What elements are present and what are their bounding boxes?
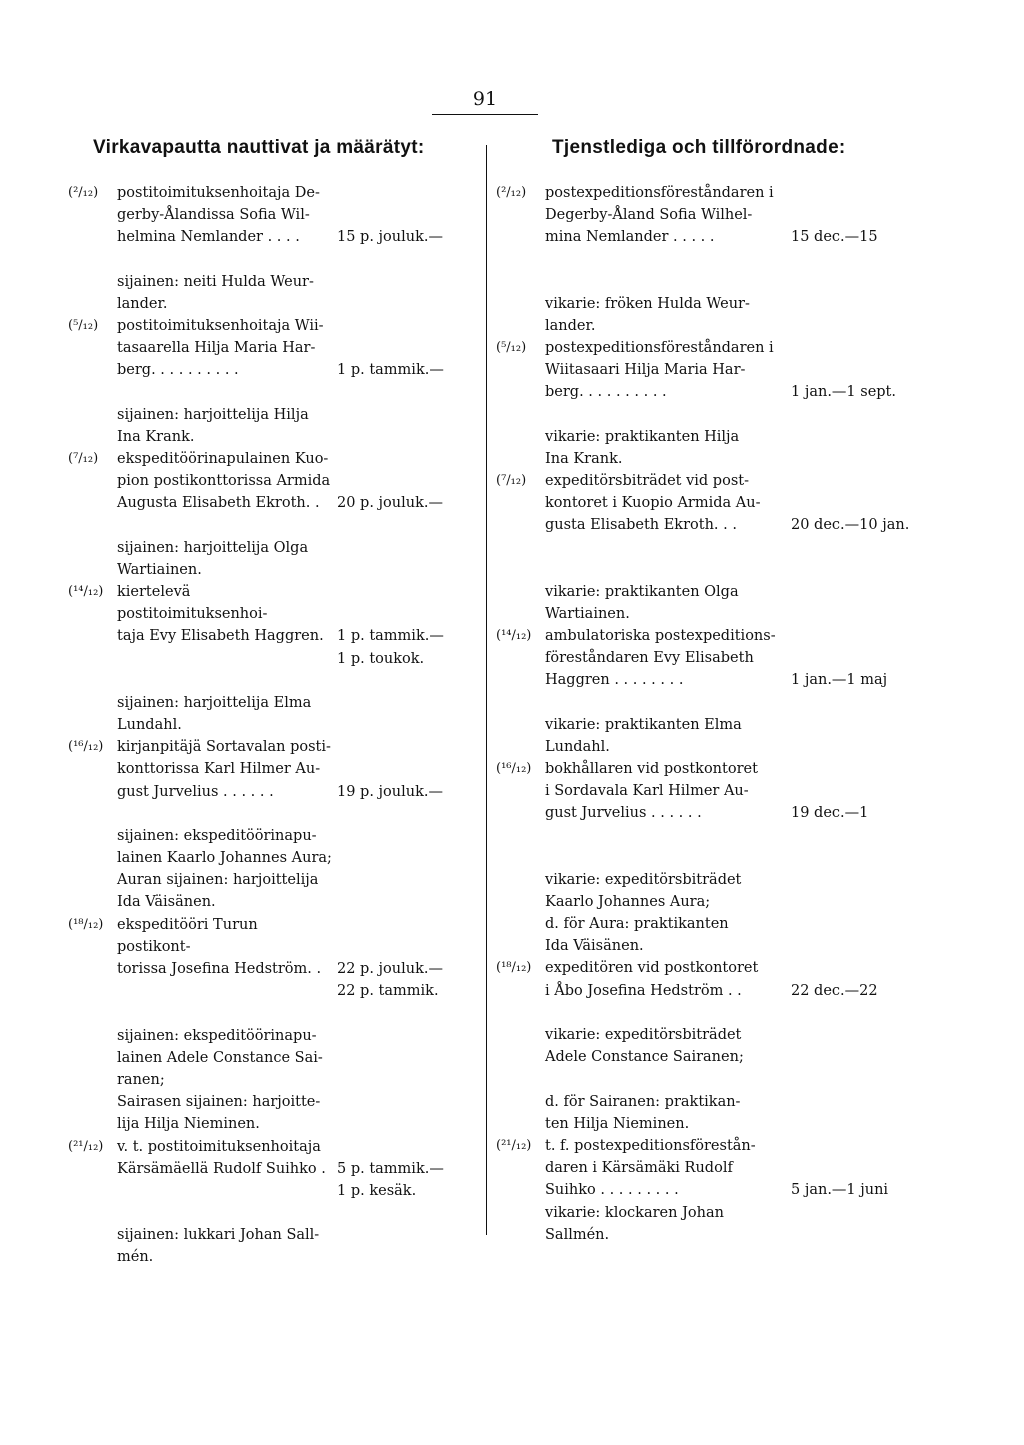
- entry-period: [335, 337, 457, 359]
- entry-text-line: [117, 1180, 335, 1202]
- entry-date-mark: (¹⁸/₁₂): [68, 916, 104, 932]
- spacer: [68, 1003, 478, 1025]
- spacer: [496, 404, 916, 426]
- right-column-heading: Tjenstlediga och tillförordnade:: [552, 137, 846, 158]
- entry-period: [335, 448, 457, 470]
- entry-period: [789, 182, 915, 204]
- substitute-line: d. för Aura: praktikanten: [545, 916, 729, 933]
- entry-period: [335, 1136, 457, 1158]
- entry-text-line: ekspeditööri Turun postikont-: [117, 916, 258, 955]
- swedish-entry: [496, 758, 916, 957]
- entry-date-mark: [496, 980, 545, 1002]
- entry-date-mark: [496, 780, 545, 802]
- entry-date-mark: (²/₁₂): [68, 185, 99, 200]
- page-number-rule: [432, 114, 538, 115]
- entry-text-line: Kärsämäellä Rudolf Suihko .: [117, 1160, 326, 1177]
- entry-date-mark: (¹⁸/₁₂): [496, 960, 532, 976]
- entry-date-mark: (⁷/₁₂): [68, 451, 99, 467]
- swedish-entry: [496, 957, 916, 1134]
- entry-text-line: [117, 980, 335, 1002]
- substitute-line: sijainen: ekspeditöörinapu-: [117, 1027, 317, 1044]
- substitute-line: vikarie: praktikanten Elma: [545, 716, 742, 733]
- swedish-entry: [496, 337, 916, 470]
- entry-date-mark: (¹⁶/₁₂): [496, 761, 532, 777]
- swedish-entry: [496, 470, 916, 625]
- spacer: [68, 382, 478, 404]
- substitute-line: mén.: [117, 1249, 154, 1266]
- entry-date-mark: [68, 980, 117, 1002]
- entry-date-mark: [68, 226, 117, 248]
- substitute-line: [545, 1068, 789, 1090]
- entry-text-line: Degerby-Åland Sofia Wilhel-: [545, 207, 753, 224]
- entry-text-line: Haggren . . . . . . . .: [545, 672, 684, 689]
- entry-text-line: t. f. postexpeditionsförestån-: [545, 1137, 756, 1154]
- substitute-line: Ina Krank.: [117, 428, 195, 445]
- substitute-line: Wartiainen.: [117, 561, 202, 578]
- entry-text-line: ekspeditöörinapulainen Kuo-: [117, 451, 329, 468]
- entry-period: [335, 914, 457, 958]
- left-column-heading: Virkavapautta nauttivat ja määrätyt:: [93, 137, 425, 158]
- entry-date-mark: [68, 337, 117, 359]
- substitute-note: [545, 1024, 916, 1135]
- substitute-line: vikarie: fröken Hulda Weur-: [545, 295, 750, 312]
- right-column-swedish: [496, 182, 916, 1246]
- swedish-entry: [496, 1135, 916, 1246]
- entry-text-line: gerby-Ålandissa Sofia Wil-: [117, 207, 310, 224]
- entry-date-mark: [68, 781, 117, 803]
- substitute-note: [117, 1224, 478, 1268]
- entry-text-line: kirjanpitäjä Sortavalan posti-: [117, 739, 331, 756]
- finnish-entry: [68, 581, 478, 736]
- spacer: [68, 515, 478, 537]
- entry-text-line: i Sordavala Karl Hilmer Au-: [545, 783, 749, 800]
- substitute-line: ranen;: [117, 1071, 165, 1088]
- entry-period: [335, 758, 457, 780]
- entry-period: 1 p. kesäk.: [337, 1182, 417, 1199]
- swedish-entry: [496, 182, 916, 337]
- entry-text-line: i Åbo Josefina Hedström . .: [545, 982, 742, 999]
- entry-text-line: pion postikonttorissa Armida: [117, 473, 331, 490]
- entry-date-mark: [68, 204, 117, 226]
- substitute-line: lander.: [117, 295, 168, 312]
- substitute-note: [545, 714, 916, 758]
- entry-period: 1 p. tammik.—: [337, 362, 444, 379]
- entry-period: 1 p. toukok.: [337, 650, 425, 667]
- entry-date-mark: [496, 647, 545, 669]
- substitute-line: ten Hilja Nieminen.: [545, 1115, 690, 1132]
- substitute-note: [117, 404, 478, 448]
- spacer: [496, 249, 916, 271]
- entry-period: [789, 470, 915, 492]
- entry-period: 1 p. tammik.—: [337, 628, 444, 645]
- substitute-line: vikarie: praktikanten Olga: [545, 583, 739, 600]
- spacer: [68, 670, 478, 692]
- entry-date-mark: (²¹/₁₂): [68, 1138, 104, 1154]
- entry-period: [335, 204, 457, 226]
- substitute-note: [545, 293, 916, 337]
- finnish-entry: [68, 736, 478, 913]
- entry-date-mark: (²¹/₁₂): [496, 1137, 532, 1153]
- spacer: [68, 803, 478, 825]
- entry-period: 19 p. jouluk.—: [337, 783, 443, 800]
- spacer: [496, 692, 916, 714]
- entry-text-line: gust Jurvelius . . . . . .: [545, 805, 702, 822]
- entry-text-line: [117, 648, 335, 670]
- substitute-note: [117, 1025, 478, 1136]
- entry-text-line: taja Evy Elisabeth Haggren.: [117, 628, 324, 645]
- entry-period: [335, 182, 457, 204]
- spacer: [68, 1202, 478, 1224]
- entry-period: 5 jan.—1 juni: [791, 1182, 889, 1199]
- entry-period: 1 jan.—1 sept.: [791, 384, 896, 401]
- substitute-line: vikarie: expeditörsbiträdet: [545, 871, 742, 888]
- substitute-line: Wartiainen.: [545, 605, 630, 622]
- entry-period: [789, 492, 915, 514]
- entry-period: [789, 780, 915, 802]
- entry-date-mark: [68, 359, 117, 381]
- entry-period: 15 p. jouluk.—: [337, 229, 443, 246]
- entry-date-mark: (¹⁴/₁₂): [496, 628, 532, 644]
- entry-date-mark: [68, 758, 117, 780]
- substitute-line: sijainen: harjoittelija Elma: [117, 694, 312, 711]
- spacer: [496, 537, 916, 559]
- entry-text-line: berg. . . . . . . . . .: [545, 384, 667, 401]
- substitute-note: [545, 869, 916, 958]
- substitute-line: sijainen: harjoittelija Olga: [117, 539, 309, 556]
- entry-period: 5 p. tammik.—: [337, 1160, 444, 1177]
- finnish-entry: [68, 448, 478, 581]
- substitute-note: [117, 271, 478, 315]
- entry-text-line: postexpeditionsföreståndaren i: [545, 185, 774, 201]
- entry-date-mark: [496, 204, 545, 226]
- substitute-line: sijainen: harjoittelija Hilja: [117, 406, 309, 423]
- spacer: [496, 271, 916, 293]
- substitute-line: Ida Väisänen.: [545, 938, 644, 955]
- entry-period: 15 dec.—15: [791, 229, 878, 246]
- entry-text-line: bokhållaren vid postkontoret: [545, 761, 758, 778]
- entry-date-mark: [496, 802, 545, 824]
- entry-period: 1 jan.—1 maj: [791, 672, 888, 689]
- entry-period: [789, 758, 915, 780]
- page-number: 91: [472, 88, 498, 110]
- substitute-line: lander.: [545, 317, 596, 334]
- entry-date-mark: [496, 514, 545, 536]
- entry-text-line: konttorissa Karl Hilmer Au-: [117, 761, 321, 778]
- entry-date-mark: (⁷/₁₂): [496, 473, 527, 489]
- substitute-note: [545, 581, 916, 625]
- substitute-line: Auran sijainen: harjoittelija: [117, 872, 319, 889]
- entry-period: [789, 647, 915, 669]
- entry-text-line: helmina Nemlander . . . .: [117, 229, 300, 246]
- substitute-line: d. för Sairanen: praktikan-: [545, 1093, 741, 1110]
- entry-text-line: torissa Josefina Hedström. .: [117, 961, 322, 978]
- substitute-line: sijainen: neiti Hulda Weur-: [117, 273, 314, 290]
- left-column-finnish: [68, 182, 478, 1269]
- substitute-note: [545, 1202, 916, 1246]
- entry-period: [335, 581, 457, 625]
- entry-period: [335, 470, 457, 492]
- substitute-note: [117, 537, 478, 581]
- entry-text-line: expeditörsbiträdet vid post-: [545, 473, 749, 490]
- substitute-line: Ida Väisänen.: [117, 894, 216, 911]
- entry-text-line: föreståndaren Evy Elisabeth: [545, 650, 754, 667]
- entry-text-line: Suihko . . . . . . . . .: [545, 1182, 679, 1199]
- substitute-line: sijainen: lukkari Johan Sall-: [117, 1227, 320, 1244]
- entry-date-mark: [68, 648, 117, 670]
- finnish-entry: [68, 315, 478, 448]
- substitute-line: sijainen: ekspeditöörinapu-: [117, 827, 317, 844]
- substitute-line: Lundahl.: [117, 717, 182, 734]
- entry-date-mark: [496, 1157, 545, 1179]
- entry-period: 20 p. jouluk.—: [337, 495, 443, 512]
- entry-text-line: berg. . . . . . . . . .: [117, 362, 239, 379]
- substitute-note: [117, 692, 478, 736]
- entry-text-line: gust Jurvelius . . . . . .: [117, 783, 274, 800]
- entry-date-mark: (⁵/₁₂): [496, 340, 527, 356]
- column-divider: [486, 145, 487, 1235]
- entry-text-line: gusta Elisabeth Ekroth. . .: [545, 517, 737, 534]
- entry-date-mark: (¹⁴/₁₂): [68, 584, 104, 600]
- entry-period: [789, 359, 915, 381]
- entry-period: 19 dec.—1: [791, 805, 869, 822]
- entry-date-mark: [68, 958, 117, 980]
- substitute-note: [117, 825, 478, 914]
- entry-text-line: kontoret i Kuopio Armida Au-: [545, 495, 761, 512]
- entry-period: [789, 957, 915, 979]
- entry-text-line: kiertelevä postitoimituksenhoi-: [117, 584, 268, 623]
- substitute-line: Kaarlo Johannes Aura;: [545, 893, 711, 910]
- entry-text-line: expeditören vid postkontoret: [545, 960, 759, 977]
- entry-text-line: Augusta Elisabeth Ekroth. .: [117, 495, 320, 512]
- entry-date-mark: (²/₁₂): [496, 185, 527, 200]
- entry-text-line: ambulatoriska postexpeditions-: [545, 628, 776, 645]
- entry-period: 22 dec.—22: [791, 982, 878, 999]
- entry-date-mark: [496, 1179, 545, 1201]
- spacer: [68, 249, 478, 271]
- substitute-note: [545, 426, 916, 470]
- entry-date-mark: [496, 381, 545, 403]
- entry-date-mark: [68, 1158, 117, 1180]
- entry-period: [789, 204, 915, 226]
- entry-text-line: postitoimituksenhoitaja De-: [117, 185, 320, 201]
- spacer: [496, 1002, 916, 1024]
- entry-date-mark: (⁵/₁₂): [68, 318, 99, 334]
- entry-period: [789, 625, 915, 647]
- entry-text-line: daren i Kärsämäki Rudolf: [545, 1160, 733, 1177]
- entry-period: [335, 736, 457, 758]
- substitute-line: Adele Constance Sairanen;: [545, 1049, 744, 1066]
- substitute-line: Lundahl.: [545, 738, 610, 755]
- entry-date-mark: [496, 226, 545, 248]
- entry-date-mark: [496, 669, 545, 691]
- entry-text-line: tasaarella Hilja Maria Har-: [117, 340, 316, 357]
- entry-text-line: postitoimituksenhoitaja Wii-: [117, 318, 324, 335]
- entry-date-mark: [68, 470, 117, 492]
- entry-text-line: Wiitasaari Hilja Maria Har-: [545, 362, 746, 379]
- entry-period: [789, 337, 915, 359]
- finnish-entry: [68, 1136, 478, 1269]
- finnish-entry: [68, 914, 478, 1136]
- substitute-line: Ina Krank.: [545, 450, 623, 467]
- entry-period: 22 p. jouluk.—: [337, 961, 443, 978]
- substitute-line: lainen Adele Constance Sai-: [117, 1049, 323, 1066]
- entry-period: 20 dec.—10 jan.: [791, 517, 910, 534]
- entry-date-mark: (¹⁶/₁₂): [68, 739, 104, 755]
- entry-date-mark: [496, 359, 545, 381]
- entry-date-mark: [68, 492, 117, 514]
- spacer: [496, 559, 916, 581]
- substitute-line: vikarie: expeditörsbiträdet: [545, 1026, 742, 1043]
- entry-period: [789, 1157, 915, 1179]
- entry-text-line: v. t. postitoimituksenhoitaja: [117, 1138, 321, 1155]
- substitute-line: Sallmén.: [545, 1226, 610, 1243]
- substitute-line: Sairasen sijainen: harjoitte-: [117, 1094, 321, 1111]
- finnish-entry: [68, 182, 478, 315]
- entry-text-line: postexpeditionsföreståndaren i: [545, 340, 774, 357]
- entry-date-mark: [68, 1180, 117, 1202]
- substitute-line: vikarie: praktikanten Hilja: [545, 428, 740, 445]
- spacer: [496, 825, 916, 847]
- entry-period: [335, 315, 457, 337]
- entry-text-line: mina Nemlander . . . . .: [545, 229, 715, 246]
- substitute-line: vikarie: klockaren Johan: [545, 1204, 724, 1221]
- spacer: [496, 847, 916, 869]
- substitute-line: lija Hilja Nieminen.: [117, 1116, 260, 1133]
- entry-date-mark: [68, 625, 117, 647]
- entry-period: [789, 1135, 915, 1157]
- entry-date-mark: [496, 492, 545, 514]
- swedish-entry: [496, 625, 916, 758]
- entry-period: 22 p. tammik.: [337, 983, 439, 1000]
- substitute-line: lainen Kaarlo Johannes Aura;: [117, 850, 332, 867]
